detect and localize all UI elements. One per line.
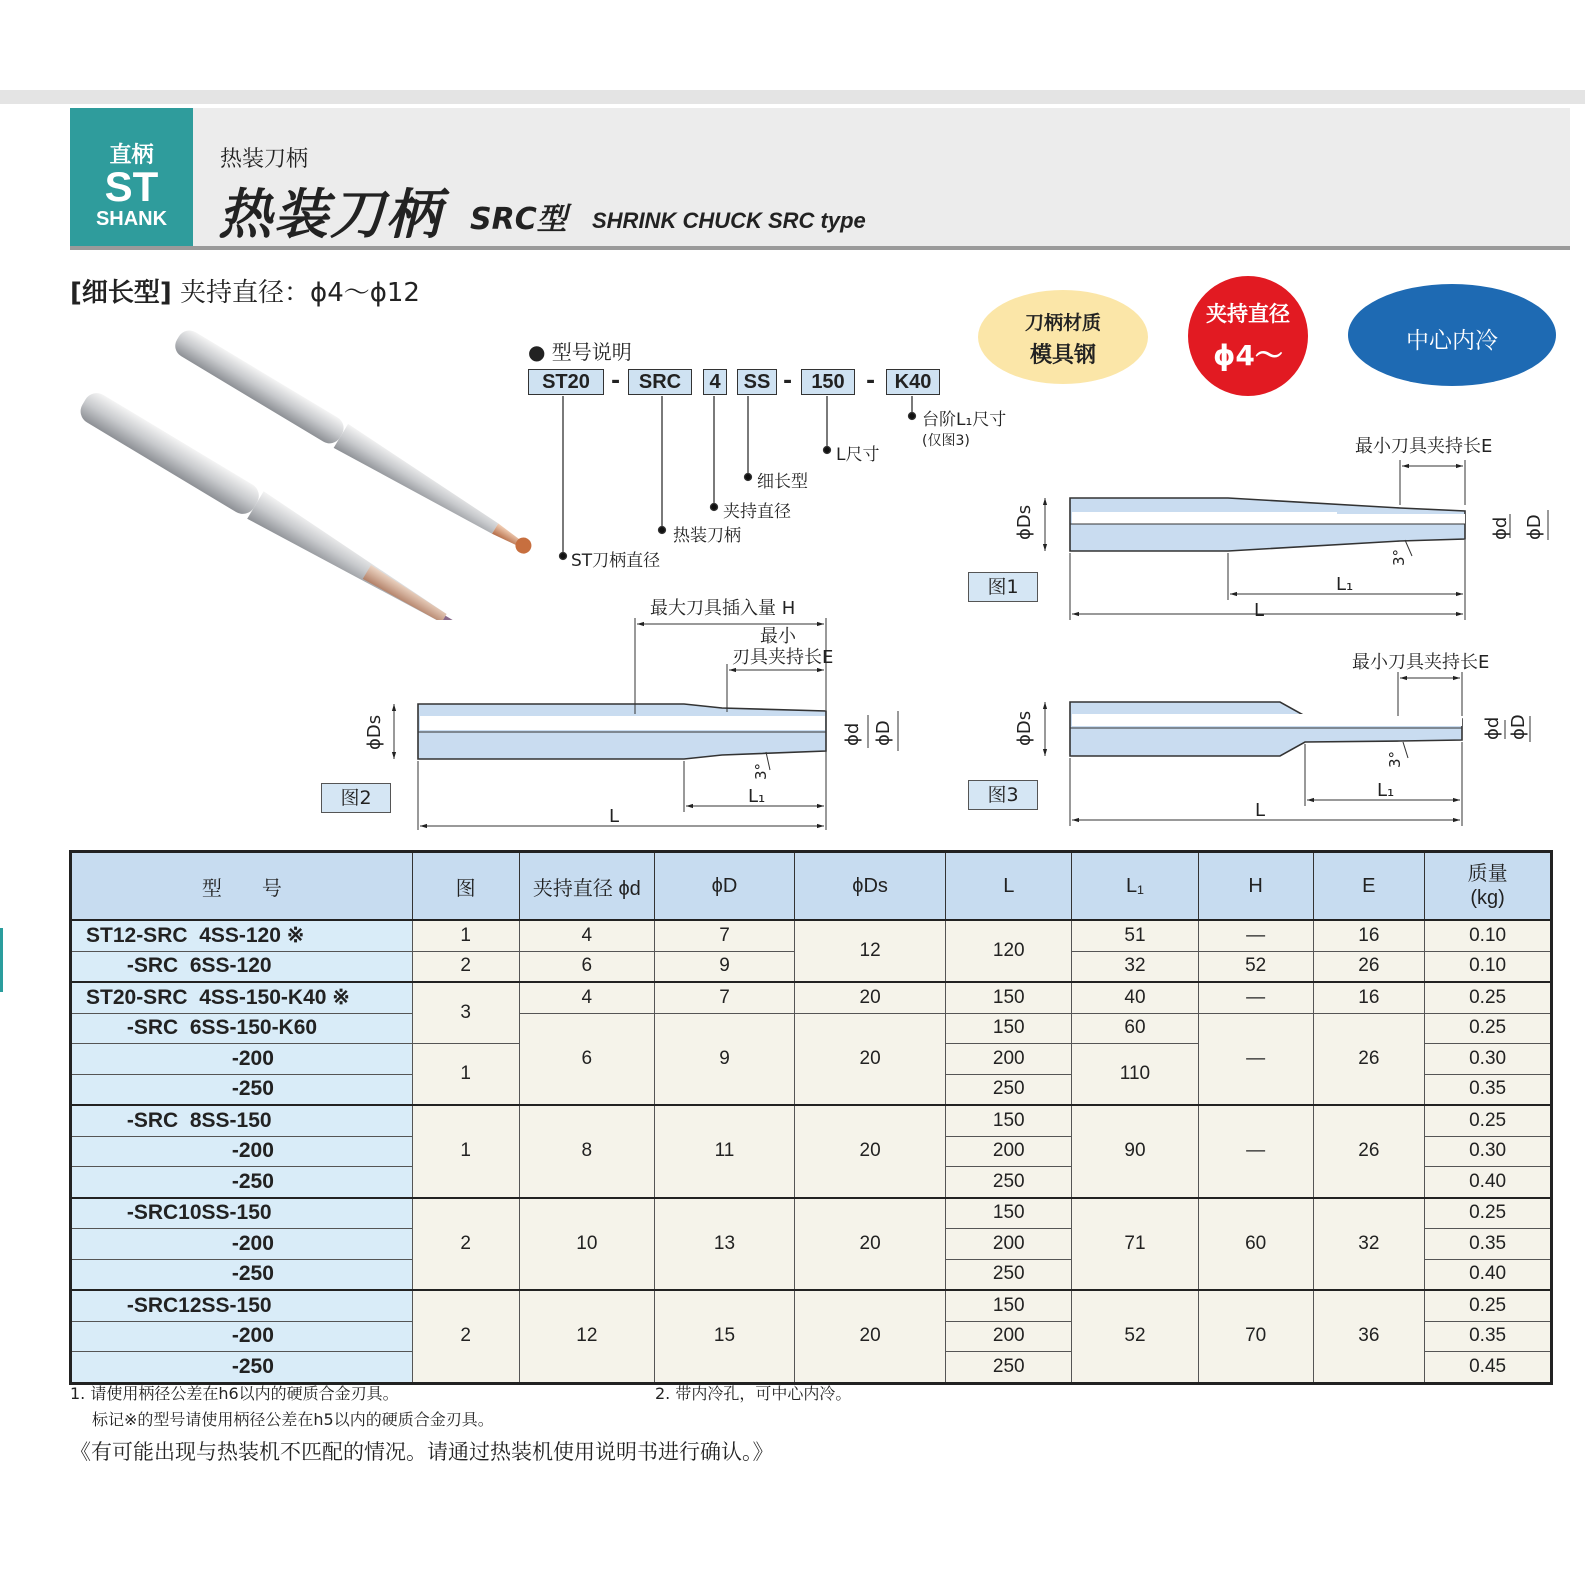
fig1-phi-D: ϕD <box>1524 514 1545 540</box>
cell-L1: 52 <box>1072 1290 1199 1383</box>
cell-L1: 90 <box>1072 1105 1199 1198</box>
cell-D: 7 <box>655 920 795 951</box>
fig3-L: L <box>1255 800 1266 821</box>
cell-kg: 0.10 <box>1425 920 1552 951</box>
cell-d: 6 <box>519 1013 655 1105</box>
cell-Ds: 20 <box>794 1013 946 1105</box>
cell-L1: 51 <box>1072 920 1199 951</box>
cell-d: 10 <box>519 1198 655 1291</box>
cell-H: — <box>1198 1013 1313 1105</box>
fig3-phi-ds: ϕDs <box>1014 710 1035 746</box>
tag-cn: 直柄 <box>109 143 154 168</box>
cell-L: 150 <box>946 1198 1072 1229</box>
cell-L1: 71 <box>1072 1198 1199 1291</box>
cell-model: ST20-SRC 4SS-150-K40 ※ <box>71 982 413 1013</box>
cell-Ds: 20 <box>794 1105 946 1198</box>
table-row <box>71 1013 1552 1044</box>
cell-D: 15 <box>655 1290 795 1383</box>
code-part-src: SRC <box>628 369 692 395</box>
col-H: H <box>1198 852 1313 921</box>
header-subtitle: 热装刀柄 <box>220 147 309 172</box>
cell-fig: 3 <box>412 982 519 1044</box>
material-label: 刀柄材质 <box>1024 312 1101 334</box>
table-row <box>71 1198 1552 1229</box>
cell-model: -SRC 6SS-120 <box>71 951 413 982</box>
spec-table <box>69 850 1553 1385</box>
label-step-note: (仅图3) <box>922 433 970 449</box>
cell-kg: 0.10 <box>1425 951 1552 982</box>
fig1-L1: L₁ <box>1336 574 1354 595</box>
cell-model: -200 <box>71 1321 413 1352</box>
label-clamp: 夹持直径 <box>723 502 791 522</box>
figure-3-label: 图3 <box>968 780 1038 810</box>
clamp-value: ϕ4〜 <box>1213 339 1283 372</box>
warning-note: 《有可能出现与热装机不匹配的情况。请通过热装机使用说明书进行确认。》 <box>70 1440 774 1464</box>
cell-D: 11 <box>655 1105 795 1198</box>
code-dash: - <box>611 369 621 394</box>
fig3-phi-D: ϕD <box>1508 714 1529 740</box>
cell-kg: 0.40 <box>1425 1259 1552 1290</box>
fig1-angle: 3° <box>1390 548 1408 566</box>
figure-3-drawing <box>1045 672 1530 826</box>
code-part-step: K40 <box>886 369 940 395</box>
cell-fig: 2 <box>412 951 519 982</box>
cell-L: 200 <box>946 1136 1072 1167</box>
note-1: 1. 请使用柄径公差在h6以内的硬质合金刃具。 <box>70 1384 399 1403</box>
cell-L: 250 <box>946 1352 1072 1384</box>
fig1-phi-ds: ϕDs <box>1014 504 1035 540</box>
cell-L1: 40 <box>1072 982 1199 1013</box>
cell-d: 12 <box>519 1290 655 1383</box>
fig2-L: L <box>609 806 620 827</box>
series-range: 夹持直径：ϕ4〜ϕ12 <box>180 278 420 308</box>
cell-E: 26 <box>1313 1105 1425 1198</box>
material-value: 模具钢 <box>1029 343 1096 368</box>
cell-L: 150 <box>946 1013 1072 1044</box>
note-1b: 标记※的型号请使用柄径公差在h5以内的硬质合金刃具。 <box>92 1410 494 1429</box>
cell-D: 9 <box>655 1013 795 1105</box>
fig3-phi-d: ϕd <box>1482 716 1503 740</box>
col-E: E <box>1313 852 1425 921</box>
cell-model: ST12-SRC 4SS-120 ※ <box>71 920 413 951</box>
cell-L: 150 <box>946 982 1072 1013</box>
cell-kg: 0.45 <box>1425 1352 1552 1384</box>
cell-L1: 32 <box>1072 951 1199 982</box>
cell-D: 9 <box>655 951 795 982</box>
cell-D: 13 <box>655 1198 795 1291</box>
cell-H: 52 <box>1198 951 1313 982</box>
table-row <box>71 920 1552 951</box>
code-part-diameter: 4 <box>703 369 727 395</box>
cell-model: -250 <box>71 1352 413 1384</box>
code-dash: - <box>866 369 876 394</box>
code-dash: - <box>783 369 793 394</box>
cell-d: 4 <box>519 920 655 951</box>
label-st: ST刀柄直径 <box>571 551 661 571</box>
fig1-phi-d: ϕd <box>1490 516 1511 540</box>
coolant-label: 中心内冷 <box>1406 328 1498 354</box>
fig2-phi-ds: ϕDs <box>364 714 385 750</box>
fig3-angle: 3° <box>1386 750 1404 768</box>
cell-fig: 1 <box>412 1044 519 1106</box>
label-shrink: 热装刀柄 <box>673 526 741 546</box>
series-type: [细长型] <box>70 278 172 308</box>
cell-L: 200 <box>946 1229 1072 1260</box>
cell-model: -200 <box>71 1229 413 1260</box>
cell-L: 200 <box>946 1044 1072 1075</box>
cell-E: 26 <box>1313 1013 1425 1105</box>
fig3-min-clamp: 最小刀具夹持长E <box>1352 652 1490 673</box>
table-row <box>71 982 1552 1013</box>
col-D: ϕD <box>655 852 795 921</box>
cell-kg: 0.25 <box>1425 1290 1552 1321</box>
cell-kg: 0.30 <box>1425 1044 1552 1075</box>
table-row <box>71 1290 1552 1321</box>
cell-model: -250 <box>71 1259 413 1290</box>
col-Ds: ϕDs <box>794 852 946 921</box>
cell-Ds: 20 <box>794 982 946 1013</box>
figure-1-drawing <box>1045 460 1548 620</box>
col-clamp-d: 夹持直径 ϕd <box>519 852 655 921</box>
cell-fig: 2 <box>412 1198 519 1291</box>
cell-L: 150 <box>946 1290 1072 1321</box>
cell-Ds: 20 <box>794 1290 946 1383</box>
cell-kg: 0.30 <box>1425 1136 1552 1167</box>
cell-H: 70 <box>1198 1290 1313 1383</box>
fig2-phi-D: ϕD <box>873 720 894 746</box>
cell-d: 6 <box>519 951 655 982</box>
code-part-st: ST20 <box>528 369 604 395</box>
cell-d: 8 <box>519 1105 655 1198</box>
fig2-phi-d: ϕd <box>842 722 863 746</box>
cell-L: 200 <box>946 1321 1072 1352</box>
cell-L: 120 <box>946 920 1072 982</box>
cell-kg: 0.25 <box>1425 982 1552 1013</box>
figure-2-label: 图2 <box>321 783 391 813</box>
fig2-L1: L₁ <box>748 786 766 807</box>
cell-D: 7 <box>655 982 795 1013</box>
fig2-min-line1: 最小 <box>760 626 796 647</box>
cell-model: -200 <box>71 1136 413 1167</box>
cell-Ds: 20 <box>794 1198 946 1291</box>
cell-E: 26 <box>1313 951 1425 982</box>
cell-E: 36 <box>1313 1290 1425 1383</box>
cell-model: -SRC12SS-150 <box>71 1290 413 1321</box>
label-step: 台阶L₁尺寸 (仅图3) <box>922 410 1007 449</box>
fig1-L: L <box>1254 600 1265 621</box>
cell-L1: 110 <box>1072 1044 1199 1106</box>
cell-fig: 1 <box>412 920 519 951</box>
code-part-length: 150 <box>801 369 855 395</box>
cell-model: -SRC 8SS-150 <box>71 1105 413 1136</box>
cell-kg: 0.40 <box>1425 1167 1552 1198</box>
label-slender: 细长型 <box>757 472 808 492</box>
model-code-title: ● 型号说明 <box>528 340 632 364</box>
cell-model: -250 <box>71 1074 413 1105</box>
cell-E: 16 <box>1313 982 1425 1013</box>
cell-L: 250 <box>946 1167 1072 1198</box>
fig2-angle: 3° <box>752 762 770 780</box>
cell-L: 150 <box>946 1105 1072 1136</box>
tag-st: ST <box>104 163 159 210</box>
cell-L: 250 <box>946 1259 1072 1290</box>
cell-L: 250 <box>946 1074 1072 1105</box>
col-L: L <box>946 852 1072 921</box>
table-header-row <box>71 852 1552 921</box>
col-mass: 质量 (kg) <box>1425 852 1552 921</box>
cell-fig: 2 <box>412 1290 519 1383</box>
cell-fig: 1 <box>412 1105 519 1198</box>
tag-shank: SHANK <box>95 208 168 230</box>
cell-L1: 60 <box>1072 1013 1199 1044</box>
cell-H: — <box>1198 982 1313 1013</box>
col-fig: 图 <box>412 852 519 921</box>
code-part-ss: SS <box>737 369 777 395</box>
page-edge-mark <box>0 928 3 992</box>
table-row <box>71 1105 1552 1136</box>
cell-H: — <box>1198 1105 1313 1198</box>
fig2-max-insert: 最大刀具插入量 H <box>650 598 796 619</box>
cell-d: 4 <box>519 982 655 1013</box>
cell-E: 32 <box>1313 1198 1425 1291</box>
col-model: 型 号 <box>71 852 413 921</box>
cell-kg: 0.35 <box>1425 1321 1552 1352</box>
cell-kg: 0.25 <box>1425 1105 1552 1136</box>
cell-model: -SRC10SS-150 <box>71 1198 413 1229</box>
cell-model: -SRC 6SS-150-K60 <box>71 1013 413 1044</box>
fig1-min-clamp: 最小刀具夹持长E <box>1355 436 1493 457</box>
cell-model: -200 <box>71 1044 413 1075</box>
cell-kg: 0.25 <box>1425 1198 1552 1229</box>
title-english: SHRINK CHUCK SRC type <box>592 208 866 233</box>
page-title: 热装刀柄 <box>218 183 442 246</box>
cell-H: 60 <box>1198 1198 1313 1291</box>
cell-kg: 0.35 <box>1425 1229 1552 1260</box>
fig3-L1: L₁ <box>1377 780 1395 801</box>
col-L1: L₁ <box>1072 852 1199 921</box>
note-2: 2. 带内冷孔，可中心内冷。 <box>655 1384 852 1403</box>
cell-model: -250 <box>71 1167 413 1198</box>
label-l-size: L尺寸 <box>836 445 880 465</box>
title-src: SRC型 <box>470 202 567 237</box>
cell-Ds: 12 <box>794 920 946 982</box>
clamp-label: 夹持直径 <box>1206 302 1290 326</box>
fig2-min-line2: 刃具夹持长E <box>732 647 834 668</box>
cell-E: 16 <box>1313 920 1425 951</box>
cell-kg: 0.35 <box>1425 1074 1552 1105</box>
cell-kg: 0.25 <box>1425 1013 1552 1044</box>
figure-1-label: 图1 <box>968 572 1038 602</box>
cell-H: — <box>1198 920 1313 951</box>
